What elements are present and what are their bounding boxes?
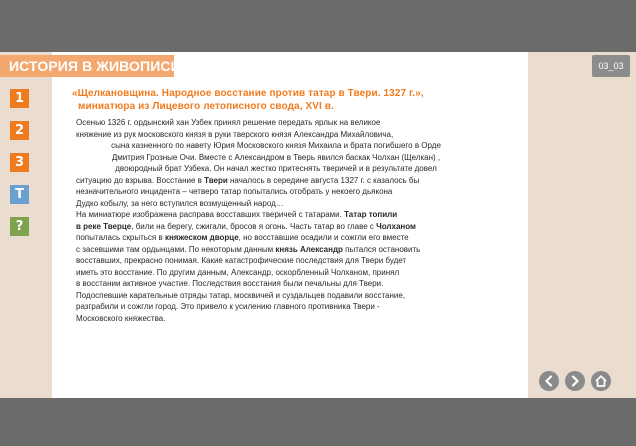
text-line: Дудко кобылу, за него вступился возмущенный народ… xyxy=(76,198,284,208)
home-icon xyxy=(594,374,608,388)
text-line: разграбили и сожгли город. Это привело к усилению главного противника Твери - xyxy=(76,302,380,311)
text-line: сына казненного по навету Юрия Московского князя Михаила и брата погибшего в Орде xyxy=(111,141,441,150)
text-line: восставших, прекрасно понимая. Какие катастрофические последствия для Твери будет xyxy=(76,256,407,265)
nav-item-3[interactable]: 3 xyxy=(10,153,29,172)
next-button[interactable] xyxy=(565,371,585,391)
body-text xyxy=(76,117,476,324)
prev-button[interactable] xyxy=(539,371,559,391)
chevron-left-icon xyxy=(543,375,555,387)
text-line: незначительного инцидента – четверо татар попытались отобрать у некоего дьякона xyxy=(76,187,393,196)
nav-item-text[interactable]: T xyxy=(10,185,29,204)
chevron-right-icon xyxy=(569,375,581,387)
section-title: ИСТОРИЯ В ЖИВОПИСИ xyxy=(0,55,174,77)
text-line: Дмитрия Грозные Очи. Вместе с Александром в Тверь явился баскак Чолхан (Щелкан) , xyxy=(111,152,441,162)
home-button[interactable] xyxy=(591,371,611,391)
heading-line-2: миниатюра из Лицевого летописного свода, XVI в. xyxy=(78,101,334,112)
nav-item-quiz[interactable]: ? xyxy=(10,217,29,236)
text-line: Осенью 1326 г. ордынский хан Узбек принял решение передать ярлык на великое xyxy=(76,118,381,127)
text-line: в реке Тверце, били на берегу, сжигали, бросов я огонь. Часть татар во главе с Чолханом xyxy=(76,221,416,231)
text-line: двоюродный брат Узбека. Он начал жестко притеснять тверичей и в результате довел xyxy=(115,164,437,173)
text-line: попыталась скрыться в княжеском дворце, но восставшие осадили и сожгли его вместе xyxy=(76,233,409,242)
text-line: Московского княжества. xyxy=(76,313,166,323)
text-line: ситуацию до взрыва. Восстание в Твери началось в середине августа 1327 г. с казалось бы xyxy=(76,175,420,185)
text-line: в восстании активное участие. Последствия восстания были печальны для Твери. xyxy=(76,279,384,288)
text-line: иметь это восстание. По другим данным, Александр, оскорбленный Чолханом, принял xyxy=(76,267,400,277)
nav-item-1[interactable]: 1 xyxy=(10,89,29,108)
heading-line-1: «Щелкановщина. Народное восстание против татар в Твери. 1327 г.», xyxy=(72,88,424,99)
text-line: Подоспевшие карательные отряды татар, москвичей и суздальцев подавили восстание, xyxy=(76,290,406,300)
text-line: княжение из рук московского князя в руки тверского князя Александра Михайловича, xyxy=(76,129,394,139)
slide-heading xyxy=(72,87,512,113)
slide-number-badge: 03_03 xyxy=(592,55,630,77)
text-line: На миниатюре изображена расправа восставших тверичей с татарами. Татар топили xyxy=(76,210,398,219)
nav-item-2[interactable]: 2 xyxy=(10,121,29,140)
text-line: с засевшими там ордынцами. По некоторым данным князь Александр пытался остановить xyxy=(76,244,421,254)
